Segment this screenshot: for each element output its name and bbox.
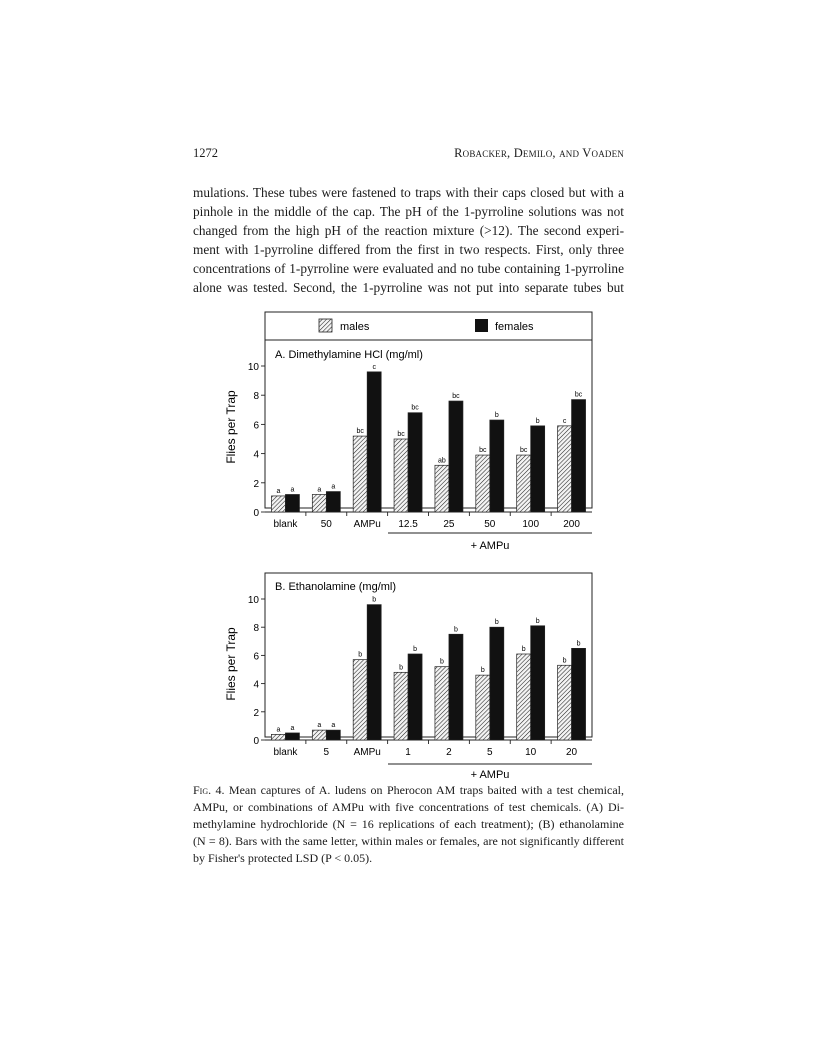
significance-letter: a bbox=[276, 726, 281, 734]
x-tick-label: 50 bbox=[320, 519, 332, 530]
body-line: concentrations of 1-pyrroline were evaluated and no tube containing 1-pyrroline bbox=[193, 261, 624, 276]
significance-letter: b bbox=[358, 651, 363, 659]
bar-males bbox=[353, 660, 367, 740]
bar-females bbox=[285, 733, 299, 740]
panel-a-group-label: + AMPu bbox=[470, 540, 510, 552]
caption-line: methylamine hydrochloride (N = 16 replications of each treatment); (B) ethanolamine bbox=[193, 817, 624, 831]
figure-4 bbox=[180, 300, 620, 790]
caption-line: by Fisher's protected LSD (P < 0.05). bbox=[193, 851, 373, 865]
legend-swatch-males bbox=[319, 319, 332, 332]
page-number: 1272 bbox=[193, 146, 218, 160]
x-tick-label: 5 bbox=[487, 747, 493, 758]
x-tick-label: AMPu bbox=[353, 519, 381, 530]
bar-males bbox=[394, 672, 408, 740]
caption-line: (N = 8). Bars with the same letter, within males or females, are not significantly different bbox=[193, 834, 624, 848]
x-tick-label: 25 bbox=[443, 519, 455, 530]
bar-females bbox=[490, 420, 504, 512]
running-head: Robacker, Demilo, and Voaden bbox=[454, 146, 624, 160]
bar-females bbox=[285, 494, 299, 512]
bar-females bbox=[408, 654, 422, 740]
x-tick-label: 200 bbox=[563, 519, 580, 530]
significance-letter: b bbox=[562, 657, 567, 665]
panel-b-group-label: + AMPu bbox=[470, 769, 510, 781]
panel-b bbox=[224, 573, 592, 781]
caption-line: AMPu, or combinations of AMPu with five concentrations of test chemicals. (A) Di- bbox=[193, 800, 624, 814]
y-tick-label: 6 bbox=[253, 420, 259, 432]
significance-letter: b bbox=[494, 412, 499, 420]
bar-males bbox=[476, 455, 490, 512]
significance-letter: ab bbox=[438, 457, 446, 465]
x-tick-label: 20 bbox=[566, 747, 578, 758]
x-tick-label: 2 bbox=[446, 747, 452, 758]
legend-swatch-females bbox=[475, 319, 488, 332]
significance-letter: a bbox=[331, 483, 336, 491]
x-tick-label: blank bbox=[273, 519, 298, 530]
significance-letter: b bbox=[413, 645, 418, 653]
bar-females bbox=[572, 648, 586, 740]
bar-males bbox=[271, 496, 285, 512]
panel-b-y-axis-label: Flies per Trap bbox=[224, 627, 238, 701]
bar-males bbox=[435, 465, 449, 512]
panel-a bbox=[224, 340, 592, 552]
legend-label-males: males bbox=[340, 321, 370, 333]
bar-females bbox=[326, 492, 340, 512]
body-line: mulations. These tubes were fastened to traps with their caps closed but with a bbox=[193, 185, 624, 200]
y-tick-label: 0 bbox=[253, 736, 259, 747]
significance-letter: b bbox=[535, 617, 540, 625]
significance-letter: b bbox=[372, 596, 377, 604]
x-tick-label: blank bbox=[273, 747, 298, 758]
x-tick-label: 50 bbox=[484, 519, 496, 530]
y-tick-label: 2 bbox=[253, 478, 259, 490]
panel-a-y-axis-label: Flies per Trap bbox=[224, 390, 238, 464]
bar-males bbox=[394, 439, 408, 512]
x-tick-label: AMPu bbox=[353, 747, 381, 758]
bar-males bbox=[558, 665, 572, 740]
significance-letter: a bbox=[317, 486, 322, 494]
panel-a-title: A. Dimethylamine HCl (mg/ml) bbox=[275, 349, 423, 361]
significance-letter: c bbox=[372, 363, 376, 371]
significance-letter: bc bbox=[356, 428, 364, 436]
significance-letter: bc bbox=[397, 431, 405, 438]
significance-letter: a bbox=[290, 724, 295, 732]
y-tick-label: 10 bbox=[247, 362, 259, 373]
caption-line bbox=[193, 782, 624, 799]
y-tick-label: 2 bbox=[253, 707, 259, 719]
body-line: changed from the high pH of the reaction mixture (>12). The second experi- bbox=[193, 223, 624, 238]
caption-figure-label: Fig. 4. bbox=[193, 783, 225, 797]
bar-females bbox=[449, 401, 463, 512]
bar-females bbox=[408, 413, 422, 512]
bar-males bbox=[517, 654, 531, 740]
y-tick-label: 0 bbox=[253, 508, 259, 519]
x-tick-label: 100 bbox=[522, 519, 540, 530]
bar-males bbox=[312, 494, 326, 512]
significance-letter: a bbox=[317, 722, 322, 730]
legend-box bbox=[265, 312, 592, 340]
significance-letter: b bbox=[480, 667, 485, 675]
body-line: pinhole in the middle of the cap. The pH of the 1-pyrroline solutions was not bbox=[193, 204, 624, 219]
significance-letter: a bbox=[290, 486, 295, 494]
bar-females bbox=[367, 372, 381, 512]
y-tick-label: 4 bbox=[253, 679, 259, 691]
significance-letter: a bbox=[331, 722, 336, 730]
bar-males bbox=[271, 734, 285, 740]
bar-females bbox=[531, 426, 545, 512]
y-tick-label: 8 bbox=[253, 623, 259, 635]
significance-letter: b bbox=[576, 640, 581, 648]
significance-letter: bc bbox=[479, 447, 487, 455]
x-tick-label: 10 bbox=[525, 747, 537, 758]
bar-females bbox=[490, 627, 504, 740]
bar-females bbox=[531, 626, 545, 740]
significance-letter: bc bbox=[519, 447, 528, 455]
y-tick-label: 8 bbox=[253, 391, 259, 403]
y-tick-label: 4 bbox=[253, 449, 259, 461]
body-paragraph bbox=[193, 183, 624, 297]
bar-females bbox=[449, 634, 463, 740]
significance-letter: b bbox=[439, 658, 444, 666]
y-tick-label: 10 bbox=[247, 595, 259, 606]
bar-males bbox=[476, 675, 490, 740]
bar-males bbox=[353, 436, 367, 512]
bar-females bbox=[367, 605, 381, 740]
x-tick-label: 1 bbox=[405, 747, 411, 758]
panel-b-title: B. Ethanolamine (mg/ml) bbox=[275, 581, 397, 593]
bar-males bbox=[435, 667, 449, 740]
bar-males bbox=[312, 730, 326, 740]
significance-letter: bc bbox=[411, 404, 419, 412]
significance-letter: b bbox=[535, 417, 540, 425]
figure-svg bbox=[180, 300, 620, 790]
bar-females bbox=[572, 400, 586, 512]
y-tick-label: 6 bbox=[253, 651, 259, 663]
significance-letter: bc bbox=[452, 393, 460, 401]
significance-letter: a bbox=[276, 487, 281, 495]
figure-caption bbox=[193, 782, 624, 867]
body-line: alone was tested. Second, the 1-pyrroline was not put into separate tubes but bbox=[193, 280, 624, 295]
legend-label-females: females bbox=[495, 321, 534, 333]
bar-males bbox=[517, 455, 531, 512]
x-tick-label: 12.5 bbox=[398, 519, 418, 530]
page-header bbox=[193, 146, 624, 166]
significance-letter: b bbox=[494, 619, 499, 627]
significance-letter: bc bbox=[574, 391, 583, 399]
significance-letter: c bbox=[562, 417, 567, 425]
bar-females bbox=[326, 730, 340, 740]
significance-letter: b bbox=[399, 664, 404, 672]
bar-males bbox=[558, 426, 572, 512]
significance-letter: b bbox=[521, 645, 526, 653]
significance-letter: b bbox=[453, 626, 458, 634]
body-line: ment with 1-pyrroline differed from the first in two respects. First, only three bbox=[193, 242, 624, 257]
caption-line-text: Mean captures of A. ludens on Pherocon AM traps baited with a test chemical, bbox=[228, 783, 624, 797]
x-tick-label: 5 bbox=[323, 747, 330, 758]
